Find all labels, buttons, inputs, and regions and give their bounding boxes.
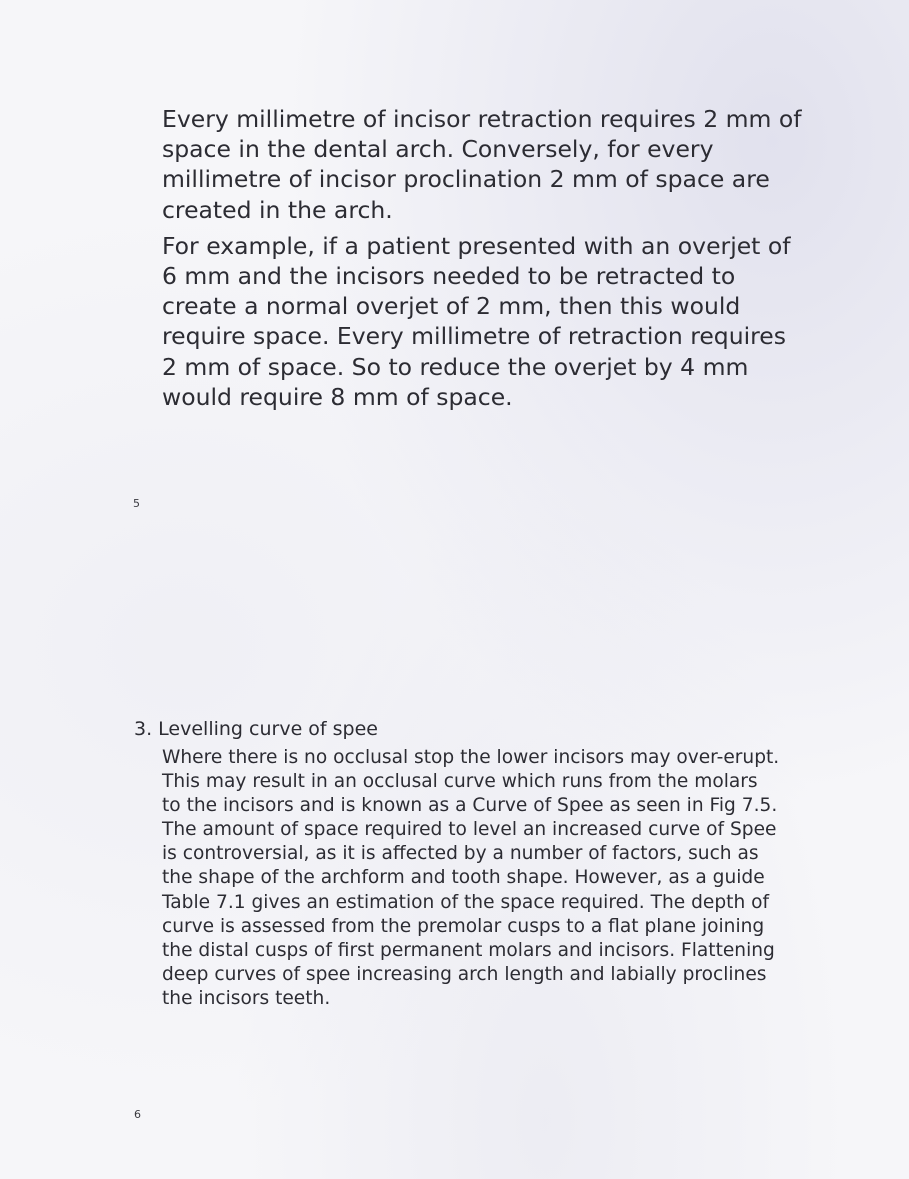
section-heading-levelling-curve: 3. Levelling curve of spee (134, 718, 378, 740)
section-body-text (162, 746, 782, 1011)
paragraph-curve-of-spee: Where there is no occlusal stop the lower incisors may over-erupt. This may result in an occlusal curve which runs from the molars to the incisors and is known as a Curve of Spee as seen in Fig 7.5. The amount of space required to level an increased curve of Spee is controversial, as it is affected by a number of factors, such as the shape of the archform and tooth shape. However, as a guide Table 7.1 gives an estimation of the space required. The depth of curve is assessed from the premolar cusps to a flat plane joining the distal cusps of first permanent molars and incisors. Flattening deep curves of spee increasing arch length and labially proclines the incisors teeth. (162, 747, 780, 1009)
paragraph-incisor-retraction: Every millimetre of incisor retraction requires 2 mm of space in the dental arch. Conversely, for every millimetre of incisor proclination 2 mm of space are created in the arch. (162, 105, 802, 224)
top-text-block (162, 104, 802, 418)
page-number-6: 6 (134, 1108, 141, 1121)
paragraph-overjet-example: For example, if a patient presented with an overjet of 6 mm and the incisors needed to be retracted to create a normal overjet of 2 mm, then this would require space. Every millimetre of retraction requires 2 mm of space. So to reduce the overjet by 4 mm would require 8 mm of space. (162, 231, 791, 411)
page-number-5: 5 (133, 497, 140, 510)
